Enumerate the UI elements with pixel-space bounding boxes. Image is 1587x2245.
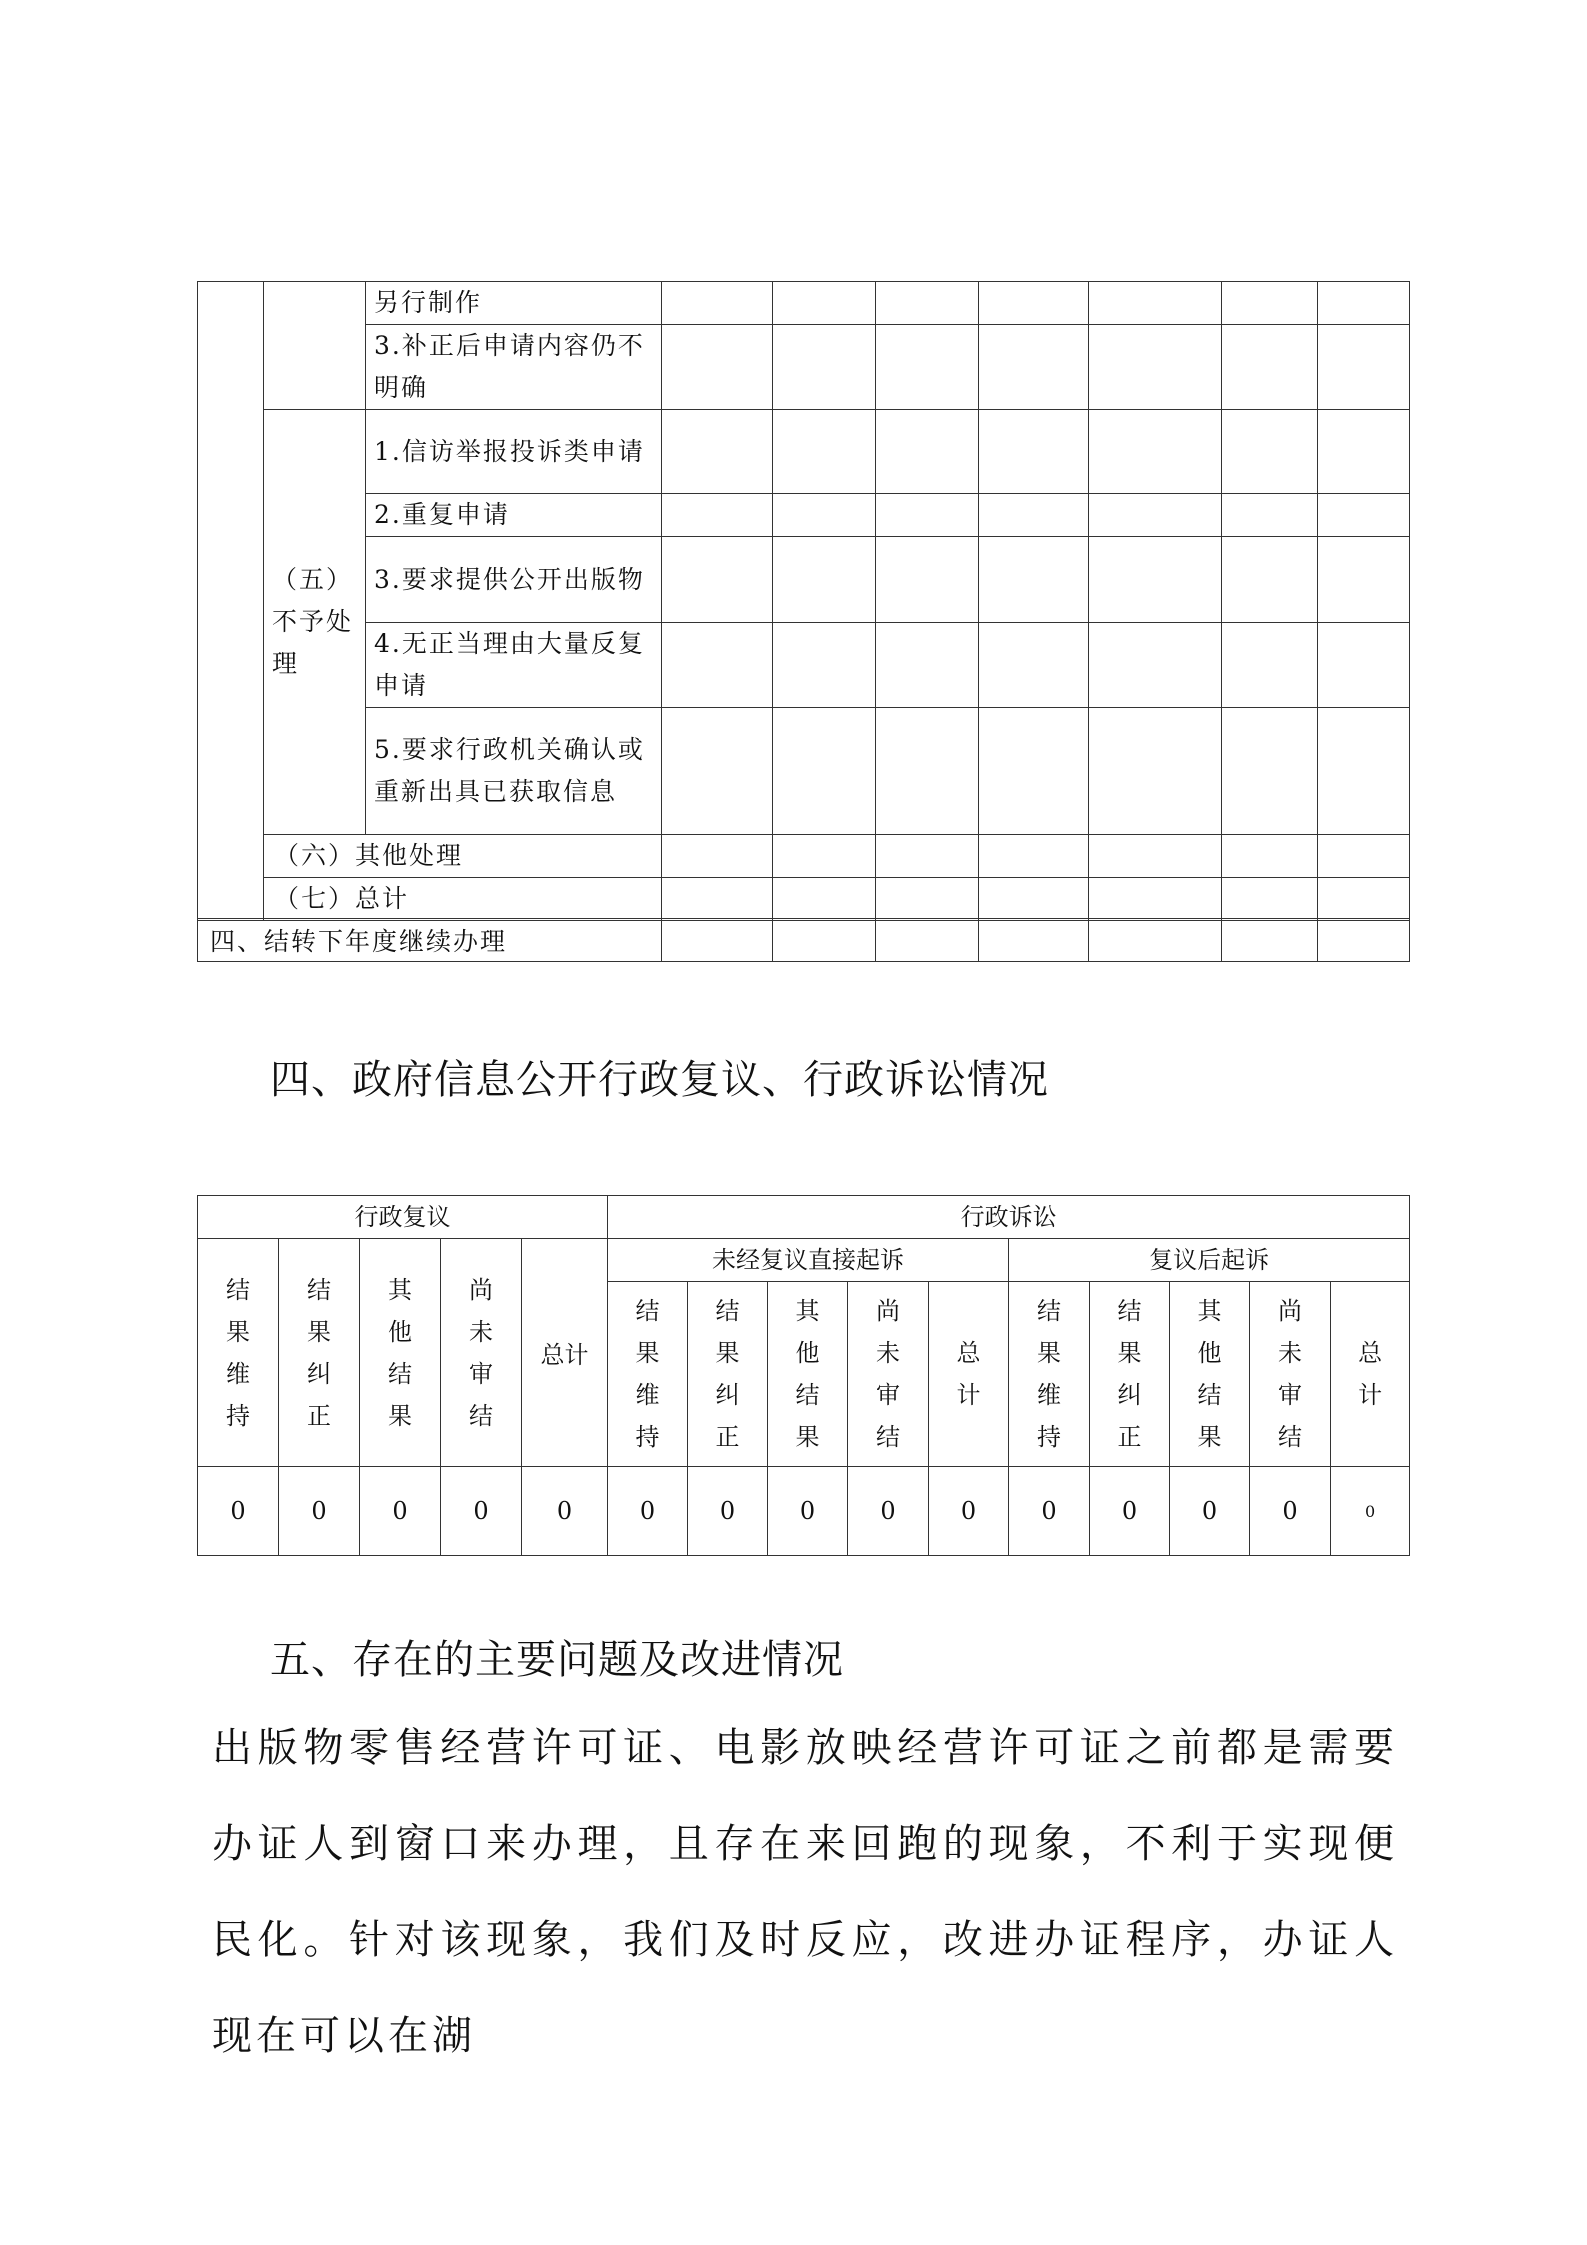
carryover-row-table [197,918,1410,962]
table-row [198,1196,1410,1239]
value-cell: 0 [441,1467,522,1556]
row-label: 2.重复申请 [366,494,662,537]
group-label-not-processed: （五）不予处理 [264,410,366,835]
value-cell: 0 [688,1467,768,1556]
col-header: 其 他 结 果 [1197,1297,1222,1451]
row-label: 另行制作 [366,282,662,325]
row-label: （六）其他处理 [264,835,662,878]
row-label: 1.信访举报投诉类申请 [366,410,662,494]
section-heading-problems: 五、存在的主要问题及改进情况 [270,1637,844,1683]
value-cell: 0 [1090,1467,1170,1556]
col-header: 其 他 结 果 [795,1297,820,1451]
col-header: 总计 [522,1239,608,1467]
header-suit-after-review: 复议后起诉 [1009,1239,1410,1282]
value-cell: 0 [1170,1467,1250,1556]
value-cell: 0 [198,1467,279,1556]
table-row [198,282,1410,325]
value-cell: 0 [522,1467,608,1556]
col-header: 尚 未 审 结 [876,1297,901,1451]
header-admin-litigation: 行政诉讼 [608,1196,1410,1239]
col-header: 尚 未 审 结 [469,1275,493,1430]
section-heading-review-litigation: 四、政府信息公开行政复议、行政诉讼情况 [270,1057,1049,1103]
header-direct-suit: 未经复议直接起诉 [608,1239,1009,1282]
body-paragraph: 出版物零售经营许可证、电影放映经营许可证之前都是需要办证人到窗口来办理，且存在来回跑的现象，不利于实现便民化。针对该现象，我们及时反应，改进办证程序，办证人现在可以在湖 [212,1725,1398,2059]
col-header: 其 他 结 果 [388,1275,412,1430]
table-row [198,623,1410,708]
value-cell: 0 [1009,1467,1090,1556]
table-row [198,410,1410,494]
value-cell: 0 [608,1467,688,1556]
value-cell: 0 [929,1467,1009,1556]
table-row [198,494,1410,537]
row-label: 四、结转下年度继续办理 [198,919,662,962]
col-header: 结 果 维 持 [226,1275,250,1430]
row-label: 4.无正当理由大量反复申请 [366,623,662,708]
col-header: 总 计 [956,1339,981,1409]
table-row-values [198,1467,1410,1556]
value-cell: 0 [1250,1467,1331,1556]
col-header: 结 果 维 持 [635,1297,660,1451]
value-cell: 0 [360,1467,441,1556]
row-label: 3.补正后申请内容仍不明确 [366,325,662,410]
header-admin-review: 行政复议 [198,1196,608,1239]
review-litigation-table [197,1195,1410,1556]
value-cell: 0 [279,1467,360,1556]
value-cell: 0 [848,1467,929,1556]
value-cell: 0 [768,1467,848,1556]
table-row [198,919,1410,962]
value-cell: 0 [1331,1467,1410,1556]
col-header: 结 果 维 持 [1037,1297,1062,1451]
col-header: 结 果 纠 正 [1117,1297,1142,1451]
row-label: （七）总计 [264,878,662,921]
table-row [198,835,1410,878]
table-row [198,1239,1410,1282]
table-row [198,537,1410,623]
table-row [198,878,1410,921]
row-label: 5.要求行政机关确认或重新出具已获取信息 [366,708,662,835]
request-handling-table [197,281,1410,921]
col-header: 结 果 纠 正 [715,1297,740,1451]
col-header: 结 果 纠 正 [307,1275,331,1430]
row-label: 3.要求提供公开出版物 [366,537,662,623]
col-header: 尚 未 审 结 [1278,1297,1303,1451]
col-header: 总 计 [1358,1339,1383,1409]
table-row [198,325,1410,410]
table-row [198,708,1410,835]
